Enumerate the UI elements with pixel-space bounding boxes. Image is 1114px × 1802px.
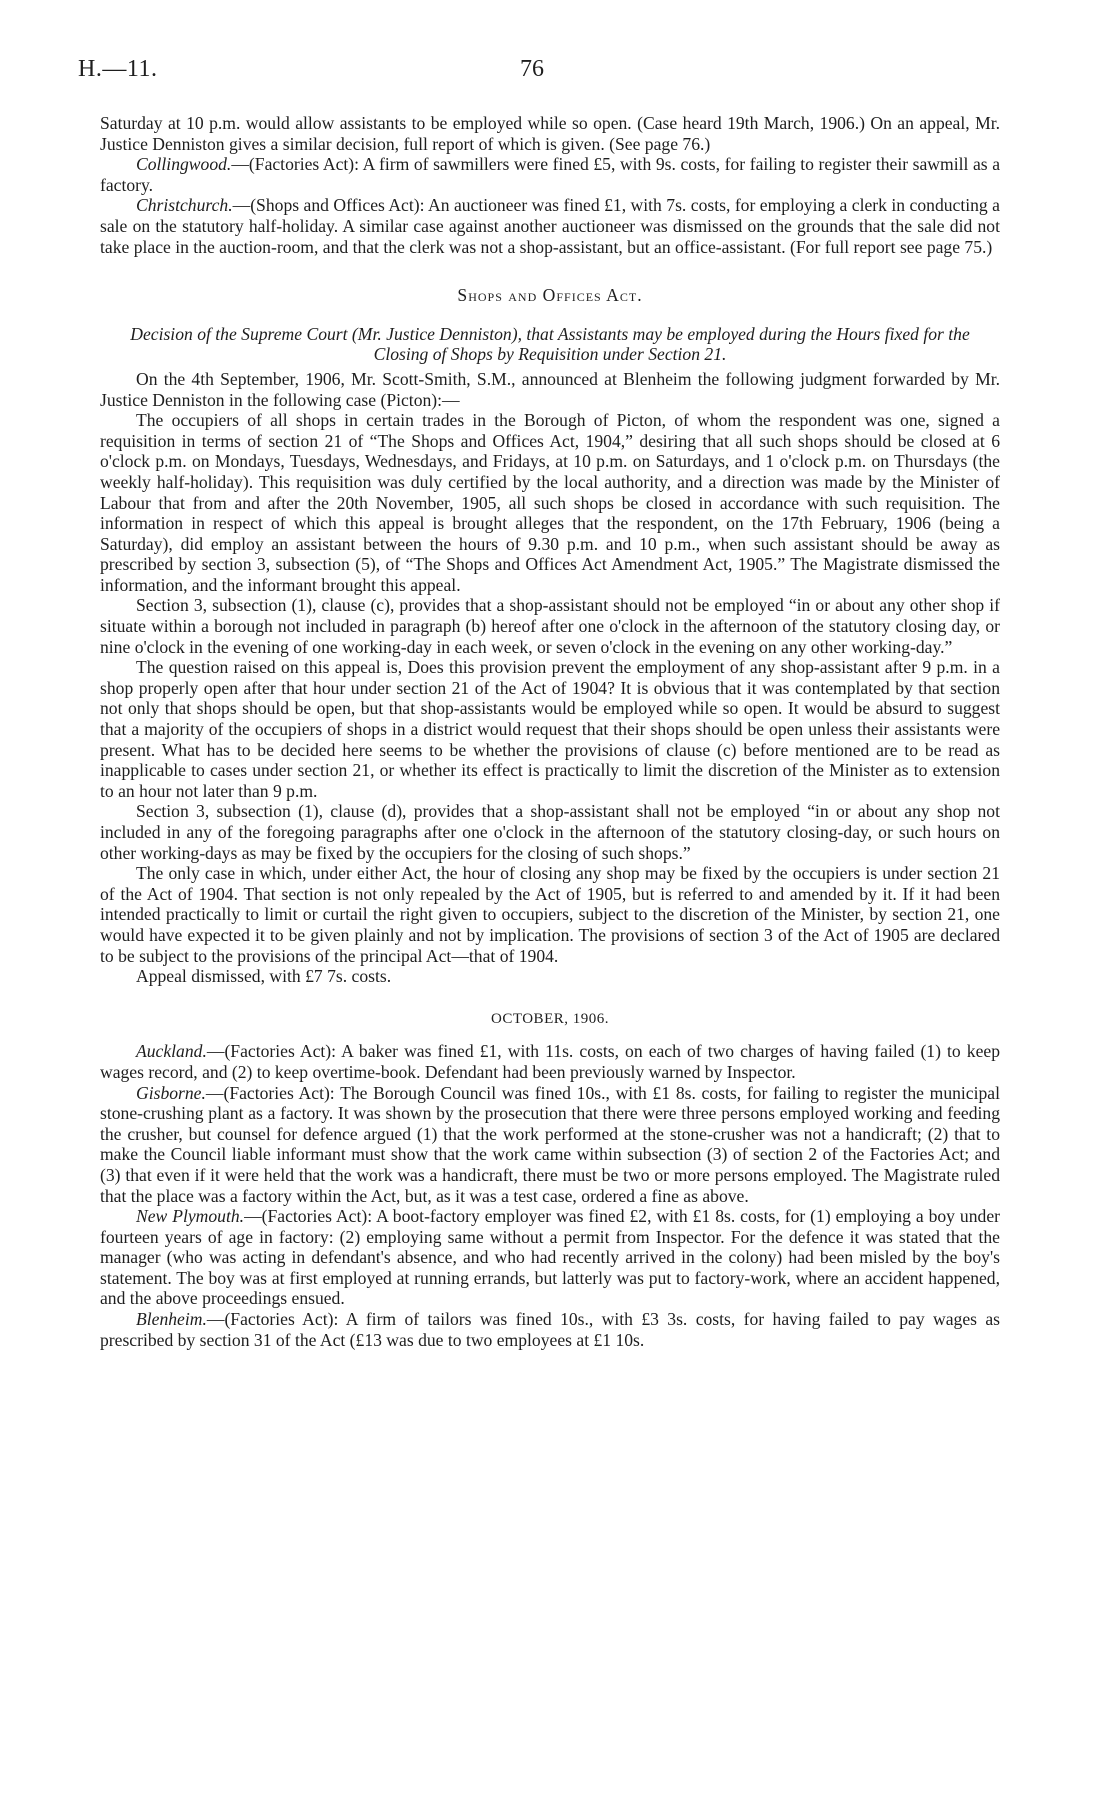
decision-title: Decision of the Supreme Court (Mr. Justice Denniston), that Assistants may be employed during the Hours fixed for the Closing of Shops by Requisition under Section 21. (130, 323, 970, 365)
page-number: 76 (520, 56, 544, 82)
paragraph: On the 4th September, 1906, Mr. Scott-Smith, S.M., announced at Blenheim the following judgment forwarded by Mr. Justice Denniston in the following case (Picton):— (100, 368, 1000, 410)
paragraph: Appeal dismissed, with £7 7s. costs. (136, 966, 392, 987)
paragraph-text: —(Shops and Offices Act): An auctioneer was fined £1, with 7s. costs, for employing a clerk in conducting a sale on the statutory half-holiday. A similar case against another auctioneer was dismissed on the grounds that the sale did not take place in the auction-room, and that the clerk was not a shop-assistant, but an office-assistant. (For full report see page 75.) (100, 195, 1000, 257)
place-name: Gisborne. (136, 1082, 206, 1103)
paragraph (100, 1309, 1000, 1350)
paragraph: The question raised on this appeal is, Does this provision prevent the employment of any shop-assistant after 9 p.m. in a shop properly open after that hour under section 21 of the Act of 1904? It is obvious that it was contemplated by that section not only that shops should be open, but that shop-assistants would be employed while so open. It would be absurd to suggest that a majority of the occupiers of shops in a district would request that their shops should be open unless their assistants were present. What has to be decided here seems to be whether the provisions of clause (c) before mentioned are to be read as inapplicable to cases under section 21, or whether its effect is practically to limit the discretion of the Minister as to extension to an hour not later than 9 p.m. (100, 657, 1000, 801)
paragraph (100, 1041, 1000, 1082)
place-name: Collingwood. (136, 154, 232, 175)
paragraph-text: —(Factories Act): A firm of sawmillers were fined £5, with 9s. costs, for failing to register their sawmill as a factory. (100, 154, 1000, 195)
page-body (100, 113, 1000, 1350)
paragraph-text: —(Factories Act): A baker was fined £1, with 11s. costs, on each of two charges of having failed (1) to keep wages record, and (2) to keep overtime-book. Defendant had been previously warned by Inspector. (100, 1041, 1000, 1082)
paragraph (100, 1083, 1000, 1207)
paragraph-text: —(Factories Act): A firm of tailors was fined 10s., with £3 3s. costs, for having failed to pay wages as prescribed by section 31 of the Act (£13 was due to two employees at £1 10s. (100, 1309, 1000, 1350)
place-name: New Plymouth. (136, 1206, 245, 1227)
paragraph (100, 1206, 1000, 1309)
place-name: Christchurch. (136, 195, 233, 216)
document-code: H.—11. (78, 56, 158, 82)
paragraph: The only case in which, under either Act, the hour of closing any shop may be fixed by the occupiers is under section 21 of the Act of 1904. That section is not only repealed by the Act of 1905, but is referred to and amended by it. If it had been intended practically to limit or curtail the right given to occupiers, subject to the discretion of the Minister, by section 21, one would have expected it to be given plainly and not by implication. The provisions of section 3 of the Act of 1905 are declared to be subject to the provisions of the principal Act—that of 1904. (100, 863, 1000, 966)
paragraph: Section 3, subsection (1), clause (d), provides that a shop-assistant shall not be employed “in or about any shop not included in any of the foregoing paragraphs after one o'clock in the afternoon of the statutory closing-day, or such hours on other working-days as may be fixed by the occupiers for the closing of such shops.” (100, 801, 1000, 863)
place-name: Blenheim. (136, 1309, 207, 1330)
paragraph (100, 154, 1000, 195)
paragraph-text: —(Factories Act): The Borough Council was fined 10s., with £1 8s. costs, for failing to register the municipal stone-crushing plant as a factory. It was shown by the prosecution that there were three persons employed working and feeding the crusher, but counsel for defence argued (1) that the work performed at the stone-crusher was not a handicraft; (2) that to make the Council liable informant must show that the work came within subsection (3) of section 2 of the Factories Act; and (3) that even if it were held that the work was a handicraft, there must be two or more persons employed. The Magistrate ruled that the place was a factory within the Act, but, as it was a test case, ordered a fine as above. (100, 1082, 1000, 1206)
paragraph (100, 195, 1000, 257)
paragraph: The occupiers of all shops in certain trades in the Borough of Picton, of whom the respondent was one, signed a requisition in terms of section 21 of “The Shops and Offices Act, 1904,” desiring that all such shops should be closed at 6 o'clock p.m. on Mondays, Tuesdays, Wednesdays, and Fridays, at 10 p.m. on Saturdays, and 1 o'clock p.m. on Thursdays (the weekly half-holiday). This requisition was duly certified by the local authority, and a direction was made by the Minister of Labour that from and after the 20th November, 1905, all such shops be closed in accordance with such requisition. The information in respect of which this appeal is brought alleges that the respondent, on the 17th February, 1906 (being a Saturday), did employ an assistant between the hours of 9.30 p.m. and 10 p.m., when such assistant should be away as prescribed by section 3, subsection (5), of “The Shops and Offices Act Amendment Act, 1905.” The Magistrate dismissed the information, and the informant brought this appeal. (100, 410, 1000, 595)
month-heading: OCTOBER, 1906. (491, 1010, 609, 1027)
place-name: Auckland. (136, 1041, 207, 1062)
paragraph: Saturday at 10 p.m. would allow assistants to be employed while so open. (Case heard 19th March, 1906.) On an appeal, Mr. Justice Denniston gives a similar decision, full report of which is given. (See page 76.) (100, 113, 1000, 154)
section-heading: Shops and Offices Act. (457, 285, 643, 306)
paragraph: Section 3, subsection (1), clause (c), provides that a shop-assistant should not be employed “in or about any other shop if situate within a borough not included in paragraph (b) hereof after one o'clock in the afternoon of the statutory closing day, or nine o'clock in the evening of one working-day in each week, or seven o'clock in the evening on any other working-day.” (100, 595, 1000, 657)
paragraph-text: —(Factories Act): A boot-factory employer was fined £2, with £1 8s. costs, for (1) employing a boy under fourteen years of age in factory: (2) employing same without a permit from Inspector. For the defence it was stated that the manager (who was acting in defendant's absence, and who had recently arrived in the colony) had been misled by the boy's statement. The boy was at first employed at running errands, but latterly was put to factory-work, where an accident happened, and the above proceedings ensued. (100, 1206, 1000, 1309)
